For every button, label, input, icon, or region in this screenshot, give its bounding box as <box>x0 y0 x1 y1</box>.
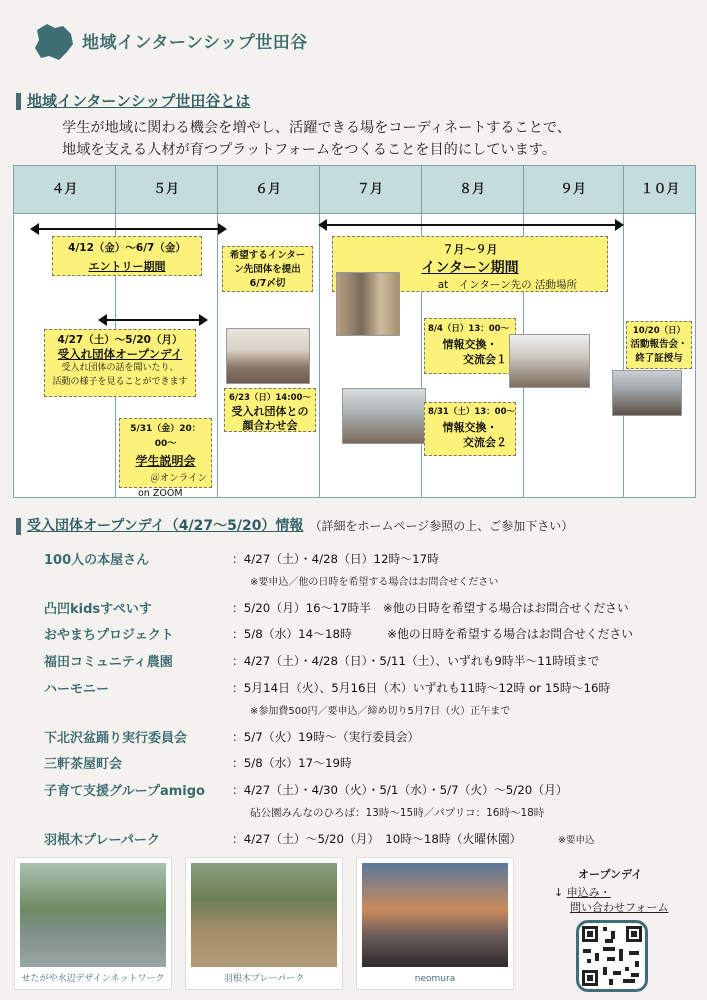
setagaya-map-icon <box>33 22 75 62</box>
photo-card-neomura <box>356 857 514 990</box>
submit-preference-box: 希望するインター ン先団体を提出 6/7〆切 <box>222 246 313 292</box>
student-briefing-box: 5/31（金）20：00〜 学生説明会 ＠オンライン on ZOOM <box>119 418 212 488</box>
org-amigo: 子育て支援グループamigo <box>44 784 205 799</box>
org-sangenjaya-info: ：5/8（水）17〜19時 <box>232 756 352 770</box>
playpark-photo <box>191 863 337 967</box>
exchange-2-box: 8/31（土）13：00〜 情報交換・ 交流会２ <box>424 402 516 456</box>
contact-link[interactable]: ↓ 申込み・ <box>554 886 611 899</box>
meeting-photo <box>226 328 310 384</box>
month-jun: ６月 <box>254 182 281 197</box>
org-sangenjaya: 三軒茶屋町会 <box>44 757 123 772</box>
site-title: 地域インターンシップ世田谷 <box>82 33 308 53</box>
org-amigo-note: 砧公園みんなのひろば：13時〜15時／パプリコ：16時〜18時 <box>250 807 545 819</box>
bookstore-photo <box>336 272 400 336</box>
org-oyamachi-info: ：5/8（水）14〜18時 ※他の日時を希望する場合はお問合せください <box>232 627 634 641</box>
waterside-caption: せたがや水辺デザインネットワーク <box>21 974 165 984</box>
down-arrow-icon: ↓ <box>554 886 564 899</box>
org-dekoboko-info: ：5/20（月）16〜17時半 ※他の日時を希望する場合はお問合せください <box>232 601 629 615</box>
org-fukuda: 福田コミュニティ農園 <box>44 655 173 670</box>
org-shimokita-info: ：5/7（火）19時〜（実行委員会） <box>232 730 420 744</box>
workshop-photo <box>342 388 426 444</box>
meet-session-box: 6/23（日）14:00〜 受入れ団体との 顔合わせ会 <box>224 388 316 432</box>
month-sep: ９月 <box>559 182 586 197</box>
org-harmony-info: ：5月14日（火）、5月16日（木）いずれも11時〜12時 or 15時〜16時 <box>232 681 611 695</box>
org-hanegi-info: ：4/27（土）〜5/20（月） 10時〜18時（火曜休園） <box>232 832 522 846</box>
about-heading: 地域インターンシップ世田谷とは <box>16 90 250 111</box>
org-amigo-info: ：4/27（土）・4/30（火）・5/1（水）・5/7（火）〜5/20（月） <box>232 783 568 797</box>
org-hon-ya-info: ：4/27（土）・4/28（日）12時〜17時 <box>232 552 439 566</box>
month-aug: ８月 <box>458 182 485 197</box>
org-dekoboko: 凸凹kidsすぺいす <box>44 602 152 617</box>
month-jul: ７月 <box>356 182 383 197</box>
org-hon-ya: 100人の本屋さん <box>44 553 150 568</box>
schedule-timeline <box>13 165 696 498</box>
month-may: ５月 <box>152 182 179 197</box>
final-report-box: 10/20（日） 活動報告会・ 終了証授与 <box>626 321 692 369</box>
photo-card-playpark <box>185 857 343 990</box>
month-oct: １０月 <box>640 182 680 197</box>
contact-title: オープンデイ <box>578 868 643 881</box>
intern-period-arrow <box>320 224 622 226</box>
neomura-photo <box>362 863 508 967</box>
month-header <box>14 166 695 214</box>
exchange-1-photo <box>509 334 590 388</box>
org-oyamachi: おやまちプロジェクト <box>44 628 174 643</box>
final-report-photo <box>612 370 682 416</box>
openday-box: 4/27（土）〜5/20（月） 受入れ団体オープンデイ 受入れ団体の話を聞いたり、 活動の様子を見ることができます <box>44 329 196 397</box>
about-text: 学生が地域に関わる機会を増やし、活躍できる場をコーディネートすることで、 地域を支える人材が育つプラットフォームをつくることを目的にしています。 <box>62 120 571 158</box>
playpark-caption: 羽根木プレーパーク <box>223 974 305 984</box>
waterside-photo <box>20 863 166 967</box>
org-harmony: ハーモニー <box>44 682 110 697</box>
neomura-caption: neomura <box>414 974 456 984</box>
org-harmony-note: ※参加費500円／要申込／締め切り5月7日（火）正午まで <box>250 706 511 717</box>
entry-period-arrow <box>32 228 225 230</box>
org-shimokita: 下北沢盆踊り実行委員会 <box>44 731 188 746</box>
org-hanegi-note: ※要申込 <box>558 835 595 846</box>
contact-block <box>540 858 690 998</box>
photo-card-waterside <box>14 857 172 990</box>
exchange-1-box: 8/4（日）13：00〜 情報交換・ 交流会１ <box>424 318 516 374</box>
intern-period-box: ７月〜９月 インターン期間 at インターン先の 活動場所 <box>332 236 608 292</box>
entry-period-box: 4/12（金）〜6/7（金） エントリー期間 <box>52 236 202 276</box>
org-hon-ya-note: ※要申込／他の日時を希望する場合はお問合せください <box>250 577 499 588</box>
openday-info-heading: 受入団体オープンデイ（4/27〜5/20）情報 （詳細をホームページ参照の上、ご参加下さい） <box>16 515 573 535</box>
org-fukuda-info: ：4/27（土）・4/28（日）・5/11（土）、いずれも9時半〜11時頃まで <box>232 654 600 668</box>
org-hanegi: 羽根木プレーパーク <box>44 833 160 848</box>
openday-arrow <box>100 319 206 321</box>
contact-form-link[interactable]: 問い合わせフォーム <box>570 901 669 914</box>
qr-code-icon[interactable] <box>576 920 648 992</box>
month-apr: ４月 <box>51 182 78 197</box>
